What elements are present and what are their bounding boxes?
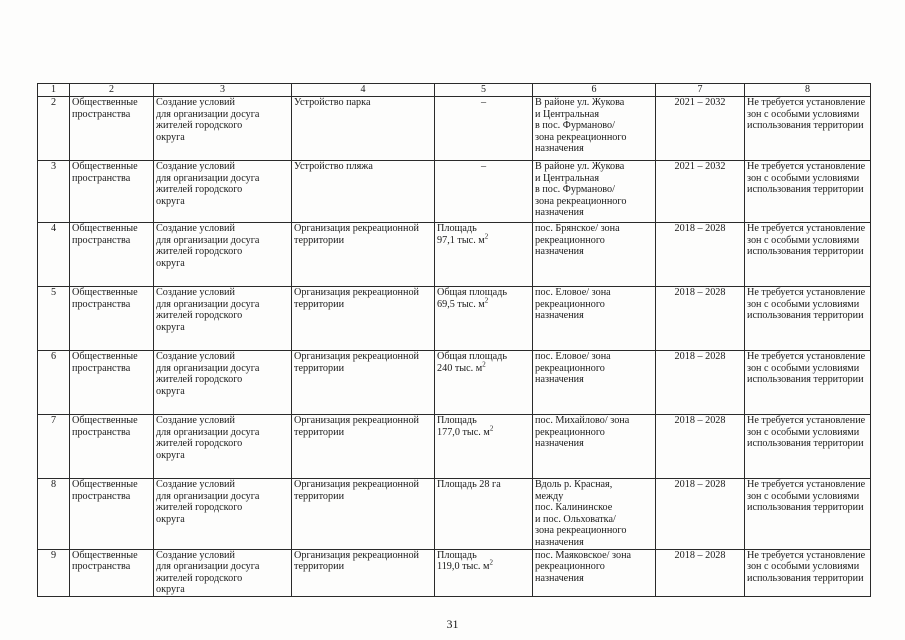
location-text: пос. Маяковское/ зона рекреационного назначения bbox=[535, 549, 632, 584]
years-text: 2018 – 2028 bbox=[674, 351, 726, 362]
category-cell bbox=[70, 97, 154, 161]
goal-cell bbox=[154, 549, 292, 596]
location-text: Вдоль р. Красная, между пос. Калининское и пос. Ольховатка/ зона рекреационного назначения bbox=[535, 479, 627, 548]
zone-note-cell bbox=[745, 223, 871, 287]
measure-text: Организация рекреационной территории bbox=[294, 415, 420, 438]
years-cell bbox=[656, 161, 745, 223]
zone-note-text: Не требуется установление зон с особыми условиями использования территории bbox=[747, 287, 866, 322]
goal-text: Создание условий для организации досуга жителей городского округа bbox=[156, 415, 260, 461]
row-number-cell bbox=[38, 287, 70, 351]
row-number-text: 3 bbox=[50, 161, 57, 172]
table-body bbox=[38, 97, 871, 597]
years-text: 2018 – 2028 bbox=[674, 287, 726, 298]
location-cell bbox=[533, 351, 656, 415]
goal-cell bbox=[154, 97, 292, 161]
years-text: 2018 – 2028 bbox=[674, 223, 726, 234]
location-cell bbox=[533, 549, 656, 596]
table-header-row bbox=[38, 84, 871, 97]
area-text: Общая площадь 240 тыс. м bbox=[437, 351, 507, 374]
row-number-text: 9 bbox=[50, 549, 57, 561]
goal-cell bbox=[154, 287, 292, 351]
measure-text: Организация рекреационной территории bbox=[294, 223, 420, 246]
area-cell bbox=[435, 479, 533, 550]
zone-note-cell bbox=[745, 161, 871, 223]
header-col-3: 3 bbox=[154, 84, 292, 97]
location-text: пос. Брянское/ зона рекреационного назначения bbox=[535, 223, 620, 258]
zone-note-cell bbox=[745, 97, 871, 161]
category-cell bbox=[70, 223, 154, 287]
row-number-cell bbox=[38, 97, 70, 161]
row-number-cell bbox=[38, 549, 70, 596]
row-number-cell bbox=[38, 161, 70, 223]
category-text: Общественные пространства bbox=[72, 351, 138, 374]
measure-cell bbox=[292, 223, 435, 287]
years-text: 2021 – 2032 bbox=[674, 97, 726, 108]
category-text: Общественные пространства bbox=[72, 97, 138, 120]
table-row bbox=[38, 549, 871, 596]
measure-cell bbox=[292, 287, 435, 351]
measure-text: Организация рекреационной территории bbox=[294, 549, 420, 573]
zone-note-cell bbox=[745, 415, 871, 479]
goal-cell bbox=[154, 351, 292, 415]
goal-text: Создание условий для организации досуга жителей городского округа bbox=[156, 351, 260, 397]
measure-text: Организация рекреационной территории bbox=[294, 351, 420, 374]
area-text: Площадь 119,0 тыс. м bbox=[437, 549, 490, 573]
location-cell bbox=[533, 223, 656, 287]
location-cell bbox=[533, 479, 656, 550]
zone-note-text: Не требуется установление зон с особыми условиями использования территории bbox=[747, 351, 866, 386]
row-number-cell bbox=[38, 351, 70, 415]
area-unit-superscript: 2 bbox=[489, 558, 493, 567]
area-cell bbox=[435, 415, 533, 479]
location-text: пос. Еловое/ зона рекреационного назначения bbox=[535, 287, 611, 322]
zone-note-cell bbox=[745, 479, 871, 550]
area-cell bbox=[435, 97, 533, 161]
location-text: пос. Еловое/ зона рекреационного назначения bbox=[535, 351, 611, 386]
area-text: Площадь 28 га bbox=[437, 479, 501, 490]
table-row bbox=[38, 415, 871, 479]
area-text: Площадь 97,1 тыс. м bbox=[437, 223, 485, 246]
area-unit-superscript: 2 bbox=[484, 296, 489, 305]
page-number: 31 bbox=[446, 617, 459, 631]
area-cell bbox=[435, 223, 533, 287]
category-text: Общественные пространства bbox=[72, 415, 138, 438]
measure-text: Устройство парка bbox=[294, 97, 371, 108]
area-cell bbox=[435, 549, 533, 596]
area-text: Общая площадь 69,5 тыс. м bbox=[437, 287, 507, 310]
row-number-text: 4 bbox=[50, 223, 57, 234]
goal-text: Создание условий для организации досуга жителей городского округа bbox=[156, 161, 260, 207]
category-cell bbox=[70, 287, 154, 351]
row-number-cell bbox=[38, 479, 70, 550]
row-number-text: 2 bbox=[50, 97, 57, 108]
location-cell bbox=[533, 161, 656, 223]
measure-text: Организация рекреационной территории bbox=[294, 479, 420, 502]
years-text: 2018 – 2028 bbox=[674, 415, 726, 426]
zone-note-text: Не требуется установление зон с особыми условиями использования территории bbox=[747, 161, 866, 196]
row-number-text: 7 bbox=[50, 415, 57, 426]
area-cell bbox=[435, 287, 533, 351]
measure-text: Устройство пляжа bbox=[294, 161, 373, 172]
header-col-8: 8 bbox=[745, 84, 871, 97]
goal-text: Создание условий для организации досуга жителей городского округа bbox=[156, 97, 260, 143]
area-unit-superscript: 2 bbox=[489, 424, 494, 433]
goal-cell bbox=[154, 161, 292, 223]
years-text: 2021 – 2032 bbox=[674, 161, 726, 172]
table-row bbox=[38, 287, 871, 351]
header-col-4: 4 bbox=[292, 84, 435, 97]
years-cell bbox=[656, 287, 745, 351]
category-text: Общественные пространства bbox=[72, 549, 138, 573]
category-cell bbox=[70, 415, 154, 479]
header-col-7: 7 bbox=[656, 84, 745, 97]
table-row bbox=[38, 479, 871, 550]
measure-cell bbox=[292, 97, 435, 161]
area-unit-superscript: 2 bbox=[484, 232, 489, 241]
area-cell bbox=[435, 351, 533, 415]
location-cell bbox=[533, 287, 656, 351]
years-cell bbox=[656, 223, 745, 287]
goal-text: Создание условий для организации досуга жителей городского округа bbox=[156, 287, 260, 333]
measure-cell bbox=[292, 479, 435, 550]
location-cell bbox=[533, 415, 656, 479]
row-number-cell bbox=[38, 415, 70, 479]
measure-cell bbox=[292, 549, 435, 596]
zone-note-text: Не требуется установление зон с особыми условиями использования территории bbox=[747, 223, 866, 258]
area-text: Площадь 177,0 тыс. м bbox=[437, 415, 490, 438]
category-cell bbox=[70, 549, 154, 596]
zone-note-text: Не требуется установление зон с особыми условиями использования территории bbox=[747, 415, 866, 450]
area-unit-superscript: 2 bbox=[482, 360, 486, 369]
zone-note-cell bbox=[745, 351, 871, 415]
category-text: Общественные пространства bbox=[72, 161, 138, 184]
goal-text: Создание условий для организации досуга жителей городского округа bbox=[156, 479, 260, 525]
years-cell bbox=[656, 549, 745, 596]
area-text: – bbox=[480, 97, 487, 108]
objects-table bbox=[37, 83, 871, 597]
goal-cell bbox=[154, 479, 292, 550]
zone-note-text: Не требуется установление зон с особыми условиями использования территории bbox=[747, 97, 866, 132]
row-number-text: 8 bbox=[50, 479, 57, 490]
location-text: В районе ул. Жукова и Центральная в пос. Фурманово/ зона рекреационного назначения bbox=[535, 161, 627, 219]
header-col-2: 2 bbox=[70, 84, 154, 97]
header-col-6: 6 bbox=[533, 84, 656, 97]
category-text: Общественные пространства bbox=[72, 479, 138, 502]
category-cell bbox=[70, 479, 154, 550]
table-row bbox=[38, 97, 871, 161]
row-number-text: 6 bbox=[50, 351, 57, 362]
years-text: 2018 – 2028 bbox=[674, 549, 726, 561]
zone-note-text: Не требуется установление зон с особыми условиями использования территории bbox=[747, 479, 866, 514]
zone-note-cell bbox=[745, 549, 871, 596]
goal-cell bbox=[154, 415, 292, 479]
goal-cell bbox=[154, 223, 292, 287]
table-row bbox=[38, 161, 871, 223]
years-text: 2018 – 2028 bbox=[674, 479, 726, 490]
category-text: Общественные пространства bbox=[72, 223, 138, 246]
goal-text: Создание условий для организации досуга жителей городского округа bbox=[156, 223, 260, 269]
header-col-5: 5 bbox=[435, 84, 533, 97]
area-text: – bbox=[480, 161, 487, 172]
measure-cell bbox=[292, 161, 435, 223]
measure-cell bbox=[292, 415, 435, 479]
category-text: Общественные пространства bbox=[72, 287, 138, 310]
location-cell bbox=[533, 97, 656, 161]
location-text: пос. Михайлово/ зона рекреационного назначения bbox=[535, 415, 630, 450]
zone-note-cell bbox=[745, 287, 871, 351]
category-cell bbox=[70, 161, 154, 223]
years-cell bbox=[656, 479, 745, 550]
table-row bbox=[38, 351, 871, 415]
category-cell bbox=[70, 351, 154, 415]
table-row bbox=[38, 223, 871, 287]
location-text: В районе ул. Жукова и Центральная в пос. Фурманово/ зона рекреационного назначения bbox=[535, 97, 627, 155]
measure-text: Организация рекреационной территории bbox=[294, 287, 420, 310]
row-number-cell bbox=[38, 223, 70, 287]
goal-text: Создание условий для организации досуга жителей городского округа bbox=[156, 549, 260, 596]
years-cell bbox=[656, 351, 745, 415]
measure-cell bbox=[292, 351, 435, 415]
zone-note-text: Не требуется установление зон с особыми условиями использования территории bbox=[747, 549, 866, 584]
row-number-text: 5 bbox=[50, 287, 57, 298]
years-cell bbox=[656, 415, 745, 479]
years-cell bbox=[656, 97, 745, 161]
area-cell bbox=[435, 161, 533, 223]
header-col-1: 1 bbox=[38, 84, 70, 97]
